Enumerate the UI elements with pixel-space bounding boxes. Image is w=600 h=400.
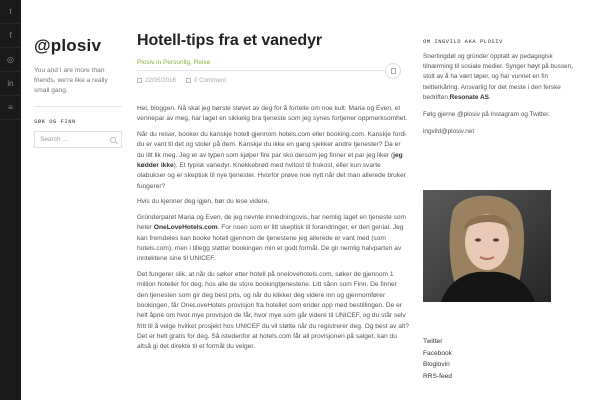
twitter-icon[interactable]: t xyxy=(0,0,21,24)
paragraph-text: . For noen som er litt skeptisk til forandringer, er den genial. Jeg kan fremdeles kan booke hotell gjennom de tjenestene jeg allerede er vant med (som hotels.com), men i tillegg støtter bookingen min et godt formål. De gir nemlig halvparten av inntektene sine til UNICEF. xyxy=(137,224,404,263)
paragraph-text: ). Et typisk vanedyr. Knekkebrød med hvitost til frokost, eller kun svarte olabukser og er skeptisk til nye tjenester. Hvorfor prøve noe nytt når det man allerede bruker fungerer? xyxy=(137,161,407,190)
instagram-icon[interactable]: ◎ xyxy=(0,48,21,72)
portrait-image xyxy=(423,190,551,302)
social-links xyxy=(423,336,452,382)
post-meta xyxy=(137,77,226,84)
about-text-end: . xyxy=(488,93,491,101)
twitter-link[interactable]: Twitter xyxy=(423,338,443,345)
post-date xyxy=(137,77,176,84)
paragraph-text: Når du reiser, booker du kanskje hotell gjennom hotels.com eller booking.com. Kanskje fordi du er vant til det og stoler på dem. Kanskje du ikke en gang sjekker andre tjenester? Da er du litt lik meg. Jeg er av typen som kjøper fire par sko dersom jeg finner et par jeg liker ( xyxy=(137,131,406,159)
left-sidebar xyxy=(34,36,122,96)
post-content xyxy=(137,104,409,358)
site-title[interactable]: @plosiv xyxy=(34,36,102,55)
about-follow: Følg gjerne @plosiv på Instagram og Twitter. xyxy=(423,111,550,119)
meta-divider xyxy=(137,70,385,71)
post-paragraph xyxy=(137,130,409,192)
linkedin-icon[interactable]: in xyxy=(0,72,21,96)
company-link[interactable]: Resonate AS xyxy=(449,93,489,101)
sidebar-divider xyxy=(34,106,122,107)
post-comments[interactable] xyxy=(186,77,226,84)
post-date-text: 22/05/2016 xyxy=(145,77,176,84)
post-paragraph: Hei, bloggen. Nå skal jeg børste støvet av deg for å fortelle om noe kult. Maria og Even, et vennepar av meg, har laget en sikkelig bra tjeneste som jeg synes fortjener oppmerksomhet. xyxy=(137,105,408,123)
post-categories[interactable]: Plosiv in Personlig, Reise xyxy=(137,59,211,66)
calendar-icon xyxy=(137,78,142,83)
post-paragraph: Det fungerer slik, at når du søker etter hotell på onelovehotels.com, søker de gjennom 1 million hoteller for deg, hos alle de store bookingtjenestene. Litt sånn som Finn. De finner den tjenesten som gir deg best pris, og når du klikker deg videre inn og gjennomfører bookingen, får OneLoveHotels provisjon fra hotellet som ender opp med bestillingen. De er helt åpne om hvor mye provisjon de får, hvor mye som går videre til UNICEF, og du står selv fritt til å velge hvilket prosjekt hos UNICEF du vil støtte når du registrerer deg. Og best av alt? Det er helt gratis for deg. Så istedenfor at hotels.com får all provisjonen på salget, kan du altså gi det direkte til et formål du velger. xyxy=(137,271,409,351)
rss-link[interactable]: RRS-feed xyxy=(423,372,452,380)
post-format-icon xyxy=(385,63,401,79)
search-placeholder: Search ... xyxy=(40,136,68,143)
about-title: OM INGVILD AKA PLOSIV xyxy=(423,38,503,45)
facebook-link[interactable]: Facebook xyxy=(423,349,452,357)
search-input[interactable] xyxy=(34,131,122,148)
author-portrait xyxy=(423,190,551,302)
search-widget-title: SØK OG FINN xyxy=(34,118,76,125)
post-comments-text[interactable]: 0 Comment xyxy=(193,77,226,84)
paragraph-text: Gründerparet Maria og Even, de jeg nevnte innledningsvis, har nemlig laget en tjeneste som heter xyxy=(137,214,407,232)
about-text xyxy=(423,52,583,103)
social-rail xyxy=(0,0,21,400)
post-header xyxy=(137,32,407,66)
post-paragraph xyxy=(137,213,409,264)
post-paragraph: Hvis du kjenner deg igjen, bør du lese videre. xyxy=(137,198,270,206)
post-link[interactable]: jeg kødder ikke xyxy=(137,151,403,169)
about-widget xyxy=(423,38,583,135)
search-icon[interactable] xyxy=(110,137,116,143)
post-title[interactable]: Hotell-tips fra et vanedyr xyxy=(137,32,323,49)
about-email[interactable]: ingvild@plosiv.net xyxy=(423,128,475,136)
rss-icon[interactable]: ≡ xyxy=(0,96,21,120)
site-tagline: You and I are more than friends, we're like a really small gang. xyxy=(34,67,108,94)
about-text-body: Snertingdøl og gründer opptatt av pedagogisk tilnærming til sosiale medier. Synger høyt på bussen, stolt av å ha vært løper, og har vunnet en fin twitterkåring. Ansvarlig for det meste i den ferske bedriften xyxy=(423,53,573,101)
document-icon xyxy=(391,68,396,74)
onelovehotels-link[interactable]: OneLoveHotels.com xyxy=(153,224,218,232)
facebook-icon[interactable]: f xyxy=(0,24,21,48)
bloglovin-link[interactable]: Bloglovin xyxy=(423,361,450,368)
comment-icon xyxy=(186,78,191,83)
